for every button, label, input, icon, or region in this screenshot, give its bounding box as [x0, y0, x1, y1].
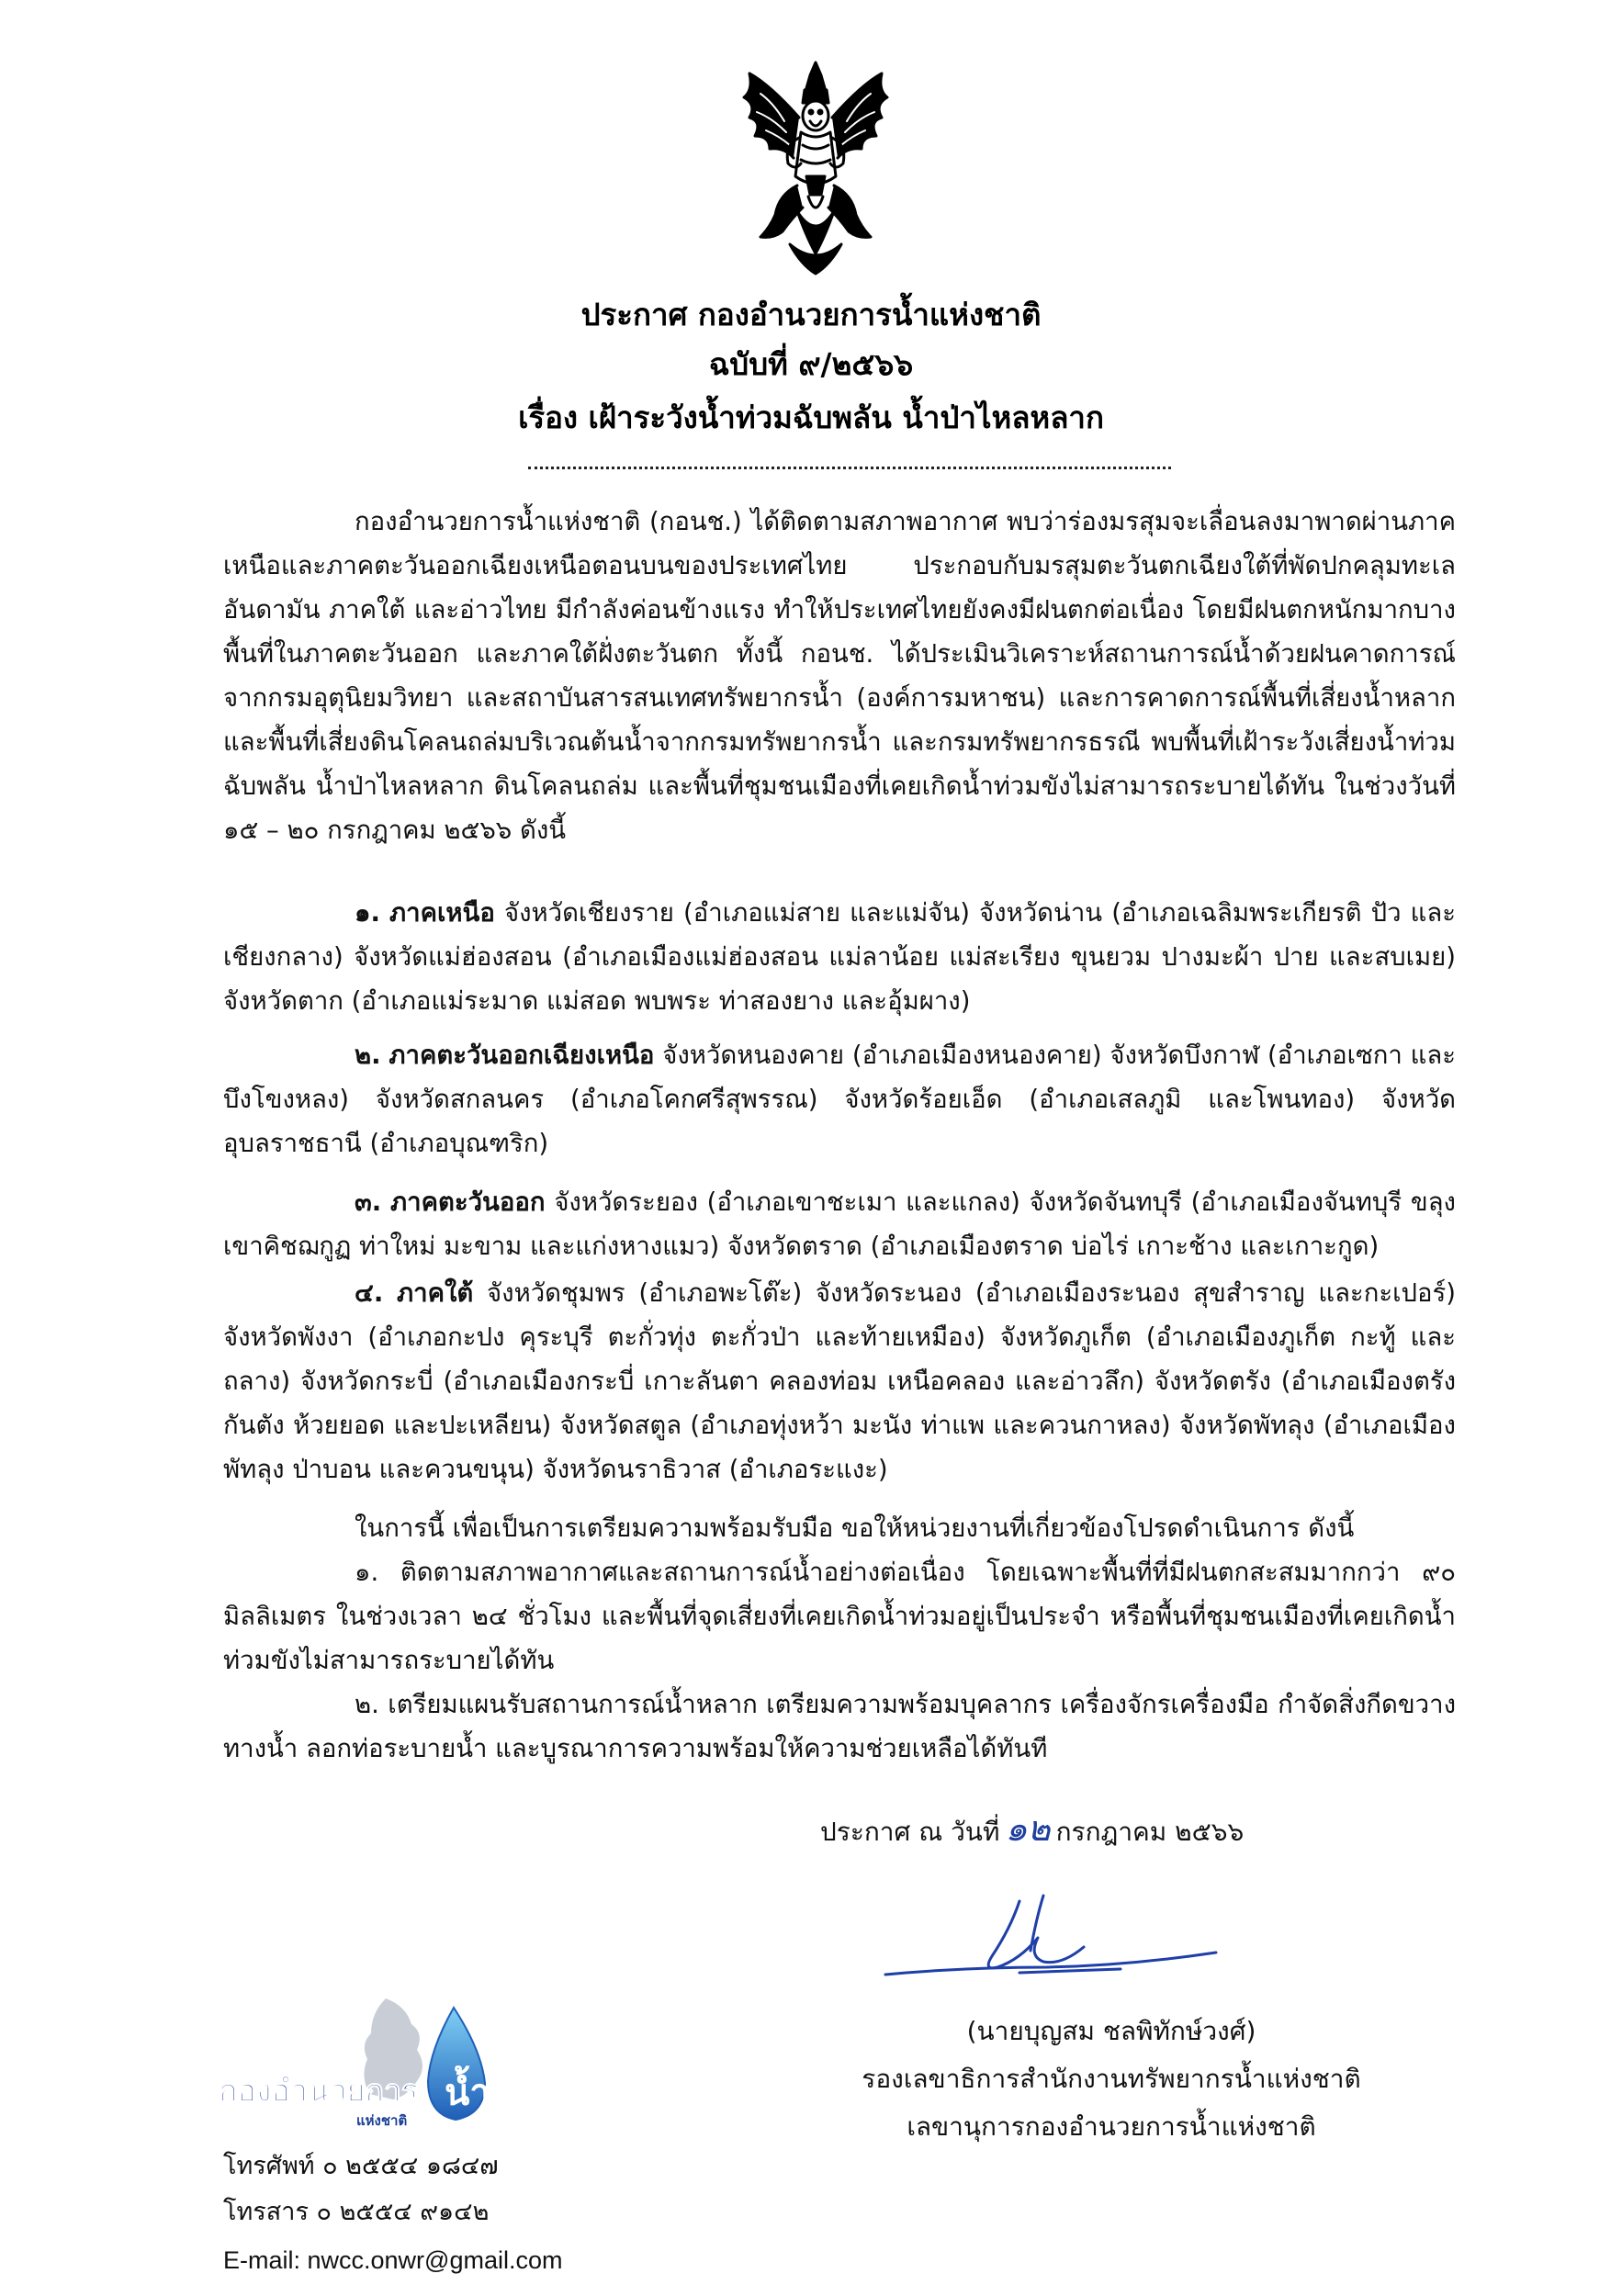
- region-number: ๔.: [355, 1278, 384, 1308]
- request-item-text: ๒. เตรียมแผนรับสถานการณ์น้ำหลาก เตรียมความพร้อมบุคลากร เครื่องจักรเครื่องมือ กำจัดสิ่งกีดขวางทางน้ำ ลอกท่อระบายน้ำ และบูรณาการความพร้อมให้ความช่วยเหลือได้ทันที: [223, 1690, 1456, 1763]
- region-item: [223, 1033, 1456, 1165]
- logo-main-text: กองอำนวยการ: [219, 2073, 419, 2110]
- intro-text: กองอำนวยการน้ำแห่งชาติ (กอนช.) ได้ติดตามสภาพอากาศ พบว่าร่องมรสุมจะเลื่อนลงมาพาดผ่านภาคเหนือและภาคตะวันออกเฉียงเหนือตอนบนของประเทศไทย ประกอบกับมรสุมตะวันตกเฉียงใต้ที่พัดปกคลุมทะเลอันดามัน ภาคใต้ และอ่าวไทย มีกำลังค่อนข้างแรง ทำให้ประเทศไทยยังคงมีฝนตกต่อเนื่อง โดยมีฝนตกหนักมากบางพื้นที่ในภาคตะวันออก และภาคใต้ฝั่งตะวันตก ทั้งนี้ กอนช. ได้ประเมินวิเคราะห์สถานการณ์น้ำด้วยฝนคาดการณ์จากกรมอุตุนิยมวิทยา และสถาบันสารสนเทศทรัพยากรน้ำ (องค์การมหาชน) และการคาดการณ์พื้นที่เสี่ยงน้ำหลาก และพื้นที่เสี่ยงดินโคลนถล่มบริเวณต้นน้ำจากกรมทรัพยากรน้ำ และกรมทรัพยากรธรณี พบพื้นที่เฝ้าระวังเสี่ยงน้ำท่วมฉับพลัน น้ำป่าไหลหลาก ดินโคลนถล่ม และพื้นที่ชุมชนเมืองที่เคยเกิดน้ำท่วมขังไม่สามารถระบายได้ทัน ในช่วงวันที่ ๑๕ – ๒๐ กรกฎาคม ๒๕๖๖ ดังนี้: [223, 507, 1456, 845]
- date-prefix: ประกาศ ณ วันที่: [820, 1817, 1000, 1847]
- logo-sub-text: แห่งชาติ: [356, 2112, 408, 2129]
- region-text: จังหวัดหนองคาย (อำเภอเมืองหนองคาย) จังหวัดบึงกาฬ (อำเภอเซกา และบึงโขงหลง) จังหวัดสกลนคร (อำเภอโคกศรีสุพรรณ) จังหวัดร้อยเอ็ด (อำเภอเสลภูมิ และโพนทอง) จังหวัดอุบลราชธานี (อำเภอบุณฑริก): [223, 1041, 1456, 1158]
- request-item: [223, 1683, 1456, 1771]
- request-intro: [223, 1506, 1456, 1550]
- request-item: [223, 1550, 1456, 1683]
- date-day: ๑๒: [1005, 1808, 1051, 1849]
- request-intro-text: ในการนี้ เพื่อเป็นการเตรียมความพร้อมรับมือ ขอให้หน่วยงานที่เกี่ยวข้องโปรดดำเนินการ ดังนี้: [355, 1514, 1355, 1543]
- region-number: ๒.: [355, 1041, 381, 1070]
- handwritten-signature: [882, 1883, 1222, 2002]
- announcement-title: ประกาศ กองอำนวยการน้ำแห่งชาติ: [580, 297, 1042, 332]
- region-number: ๓.: [355, 1187, 382, 1217]
- region-text: จังหวัดเชียงราย (อำเภอแม่สาย และแม่จัน) จังหวัดน่าน (อำเภอเฉลิมพระเกียรติ ปัว และเชียงกลาง) จังหวัดแม่ฮ่องสอน (อำเภอเมืองแม่ฮ่องสอน แม่ลาน้อย แม่สะเรียง ขุนยวม ปางมะผ้า ปาย และสบเมย) จังหวัดตาก (อำเภอแม่ระมาด แม่สอด พบพระ ท่าสองยาง และอุ้มผาง): [223, 898, 1456, 1016]
- announcement-issue-number: ฉบับที่ ๙/๒๕๖๖: [708, 346, 914, 382]
- intro-paragraph: [223, 500, 1456, 852]
- contact-phone: โทรศัพท์ ๐ ๒๕๕๔ ๑๘๔๗: [223, 2152, 499, 2180]
- region-name: ภาคเหนือ: [389, 898, 495, 928]
- region-name: ภาคใต้: [397, 1278, 474, 1308]
- signatory-name: (นายบุญสม ชลพิทักษ์วงศ์): [966, 2016, 1256, 2046]
- signatory-position: รองเลขาธิการสำนักงานทรัพยากรน้ำแห่งชาติ: [862, 2064, 1361, 2094]
- announcement-subject: เรื่อง เฝ้าระวังน้ำท่วมฉับพลัน น้ำป่าไหลหลาก: [518, 400, 1104, 435]
- region-number: ๑.: [355, 898, 380, 928]
- announcement-date: [820, 1800, 1244, 1856]
- region-item: [223, 1180, 1456, 1268]
- request-item-text: ๑. ติดตามสภาพอากาศและสถานการณ์น้ำอย่างต่อเนื่อง โดยเฉพาะพื้นที่ที่มีฝนตกสะสมมากกว่า ๙๐ มิลลิเมตร ในช่วงเวลา ๒๔ ชั่วโมง และพื้นที่จุดเสี่ยงที่เคยเกิดน้ำท่วมอยู่เป็นประจำ หรือพื้นที่ชุมชนเมืองที่เคยเกิดน้ำท่วมขังไม่สามารถระบายได้ทัน: [223, 1558, 1456, 1675]
- contact-fax: โทรสาร ๐ ๒๕๕๔ ๙๑๔๒: [223, 2198, 490, 2226]
- contact-email[interactable]: E-mail: nwcc.onwr@gmail.com: [223, 2246, 563, 2274]
- region-text: จังหวัดระยอง (อำเภอเขาชะเมา และแกลง) จังหวัดจันทบุรี (อำเภอเมืองจันทบุรี ขลุง เขาคิชฌกูฏ ท่าใหม่ มะขาม และแก่งหางแมว) จังหวัดตราด (อำเภอเมืองตราด บ่อไร่ เกาะช้าง และเกาะกูด): [223, 1187, 1456, 1261]
- region-item: [223, 891, 1456, 1023]
- nwcc-logo: [213, 1993, 516, 2140]
- region-name: ภาคตะวันออกเฉียงเหนือ: [389, 1041, 655, 1070]
- region-text: จังหวัดชุมพร (อำเภอพะโต๊ะ) จังหวัดระนอง (อำเภอเมืองระนอง สุขสำราญ และกะเปอร์) จังหวัดพังงา (อำเภอกะปง คุระบุรี ตะกั่วทุ่ง ตะกั่วป่า และท้ายเหมือง) จังหวัดภูเก็ต (อำเภอเมืองภูเก็ต กะทู้ และถลาง) จังหวัดกระบี่ (อำเภอเมืองกระบี่ เกาะลันตา คลองท่อม เหนือคลอง และอ่าวลึก) จังหวัดตรัง (อำเภอเมืองตรัง กันตัง ห้วยยอด และปะเหลียน) จังหวัดสตูล (อำเภอทุ่งหว้า มะนัง ท่าแพ และควนกาหลง) จังหวัดพัทลุง (อำเภอเมืองพัทลุง ป่าบอน และควนขนุน) จังหวัดนราธิวาส (อำเภอระแงะ): [223, 1278, 1456, 1484]
- dotted-divider: [528, 467, 1171, 469]
- region-name: ภาคตะวันออก: [390, 1187, 546, 1217]
- logo-mark: น้ำ: [445, 2072, 490, 2114]
- date-suffix: กรกฎาคม ๒๕๖๖: [1055, 1817, 1245, 1847]
- garuda-emblem-icon: [733, 57, 898, 279]
- region-item: [223, 1271, 1456, 1491]
- signatory-position: เลขานุการกองอำนวยการน้ำแห่งชาติ: [907, 2111, 1316, 2142]
